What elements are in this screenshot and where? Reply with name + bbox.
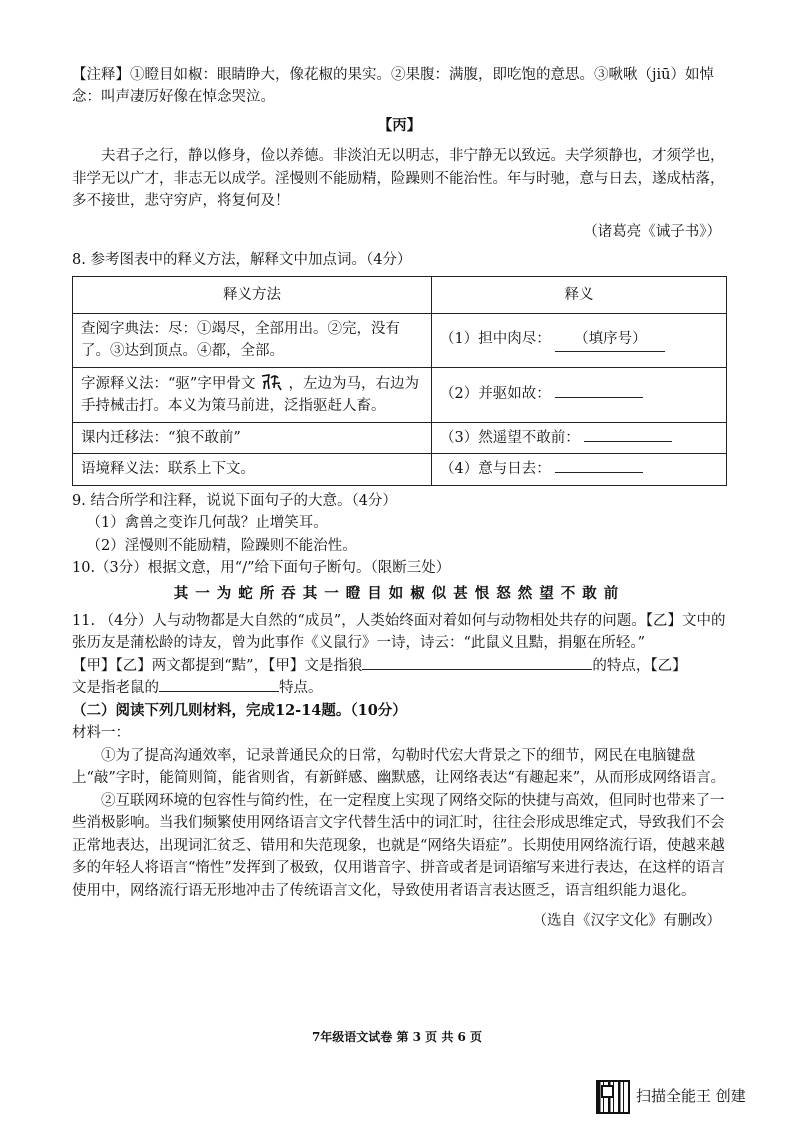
qr-code-icon xyxy=(596,1080,630,1114)
definition-method-table xyxy=(72,276,727,486)
table-row xyxy=(73,422,727,453)
table-row xyxy=(73,313,727,367)
answer-blank-1[interactable]: （填序号） xyxy=(555,328,665,351)
oracle-bone-glyph-icon xyxy=(260,372,284,392)
question-9-stem: 9. 结合所学和注释，说说下面句子的大意。（4分） xyxy=(72,492,397,509)
section-bing-heading: 【丙】 xyxy=(377,116,422,134)
question-11-part-b: 的特点，【乙】 xyxy=(592,657,687,674)
answer-blank-2[interactable] xyxy=(555,397,643,398)
answer-blank-4[interactable] xyxy=(555,472,643,473)
answer-item-label: （4）意与日去： xyxy=(440,461,551,478)
answer-cell xyxy=(432,454,727,485)
question-8-stem: 8. 参考图表中的释义方法，解释文中加点词。（4分） xyxy=(72,252,412,269)
answer-blank-mouse[interactable] xyxy=(159,691,279,692)
material-1-paragraph-2: ②互联网环境的包容性与简约性，在一定程度上实现了网络交际的快捷与高效，但同时也带来了一些消极影响。当我们频繁使用网络语言文字代替生活中的词汇时，往往会形成思维定式，导致我们不会正常地表达，出现词汇贫乏、错用和失范现象，也就是“网络失语症”。长期使用网络流行语，使越来越多的年轻人将语言“惰性”发挥到了极致，仅用谐音字、拼音或者是词语缩写来进行表达，在这样的语言使用中，网络流行语无形地冲击了传统语言文化，导致使用者语言表达匮乏，语言组织能力退化。 xyxy=(72,792,725,899)
question-10-sentence: 其一为蛇所吞其一瞪目如椒似甚恨怒然望不敢前 xyxy=(173,585,626,603)
answer-item-label: （1）担中肉尽： xyxy=(440,331,551,348)
page-footer: 7年级语文试卷 第 3 页 共 6 页 xyxy=(311,1030,483,1044)
method-cell: 查阅字典法：尽：①竭尽，全部用出。②完，没有了。③达到顶点。④都，全部。 xyxy=(73,313,432,367)
question-11-line-2 xyxy=(72,655,727,677)
answer-cell xyxy=(432,367,727,422)
question-11-part-a: 【甲】【乙】两文都提到“黠”，【甲】文是指狼 xyxy=(72,657,363,674)
material-1-source: （选自《汉字文化》有删改） xyxy=(532,913,721,929)
question-11-text: 11. （4分）人与动物都是大自然的“成员”，人类始终面对着如何与动物相处共存的问题。【乙】文中的张历友是蒲松龄的诗友，曾为此事作《义鼠行》一诗，诗云：“此鼠义且黠，捐躯在所轻。” xyxy=(72,612,726,652)
method-cell xyxy=(73,367,432,422)
answer-blank-wolf[interactable] xyxy=(362,669,592,670)
question-11-part-c: 文是指老鼠的 xyxy=(72,680,159,697)
table-row xyxy=(73,454,727,485)
method-text-b: ，左边为马，右边为手持械击打。本义为策马前进，泛指驱赶人畜。 xyxy=(81,375,420,415)
method-cell: 语境释义法：联系上下文。 xyxy=(73,454,432,485)
answer-item-label: （2）并驱如故： xyxy=(440,386,551,403)
answer-cell xyxy=(432,313,727,367)
header-meaning: 释义 xyxy=(432,276,727,313)
table-row xyxy=(73,367,727,422)
annotation-notes: 【注释】①瞪目如椒：眼睛睁大，像花椒的果实。②果腹：满腹，即吃饱的意思。③啾啾（jiū）如悼念：叫声凄厉好像在悼念哭泣。 xyxy=(72,67,714,106)
passage-bing: 夫君子之行，静以修身，俭以养德。非淡泊无以明志，非宁静无以致远。夫学须静也，才须学也，非学无以广才，非志无以成学。淫慢则不能励精，险躁则不能治性。年与时驰，意与日去，遂成枯落，多不接世，悲守穷庐，将复何及！ xyxy=(72,148,725,210)
question-10-stem: 10.（3分）根据文意，用“/”给下面句子断句。（限断三处） xyxy=(72,559,451,576)
answer-item-label: （3）然遥望不敢前： xyxy=(440,429,580,446)
method-cell: 课内迁移法：“狼不敢前” xyxy=(73,422,432,453)
question-11-part-d: 特点。 xyxy=(279,680,323,697)
passage-bing-source: （诸葛亮《诫子书》） xyxy=(583,223,721,240)
material-1-paragraph-1: ①为了提高沟通效率，记录普通民众的日常，勾勒时代宏大背景之下的细节，网民在电脑键盘上“敲”字时，能简则简，能省则省，有新鲜感、幽默感，让网络表达“有趣起来”，从而形成网络语言。 xyxy=(72,747,726,787)
header-method: 释义方法 xyxy=(73,276,432,313)
scanner-watermark xyxy=(596,1080,746,1114)
material-1-label: 材料一： xyxy=(72,725,130,742)
answer-blank-3[interactable] xyxy=(584,441,672,442)
scanner-label: 扫描全能王 创建 xyxy=(636,1087,746,1106)
table-header-row xyxy=(73,276,727,313)
question-11-line-3 xyxy=(72,677,727,699)
exam-page xyxy=(72,64,727,938)
part-2-heading: （二）阅读下列几则材料，完成12-14题。（10分） xyxy=(72,701,407,719)
method-text-a: 字源释义法：“驱”字甲骨文 xyxy=(81,375,256,392)
answer-cell xyxy=(432,422,727,453)
question-9-sentence-2: （2）淫慢则不能励精，险躁则不能治性。 xyxy=(86,537,357,554)
question-9-sentence-1: （1）禽兽之变诈几何哉？止增笑耳。 xyxy=(86,515,328,532)
